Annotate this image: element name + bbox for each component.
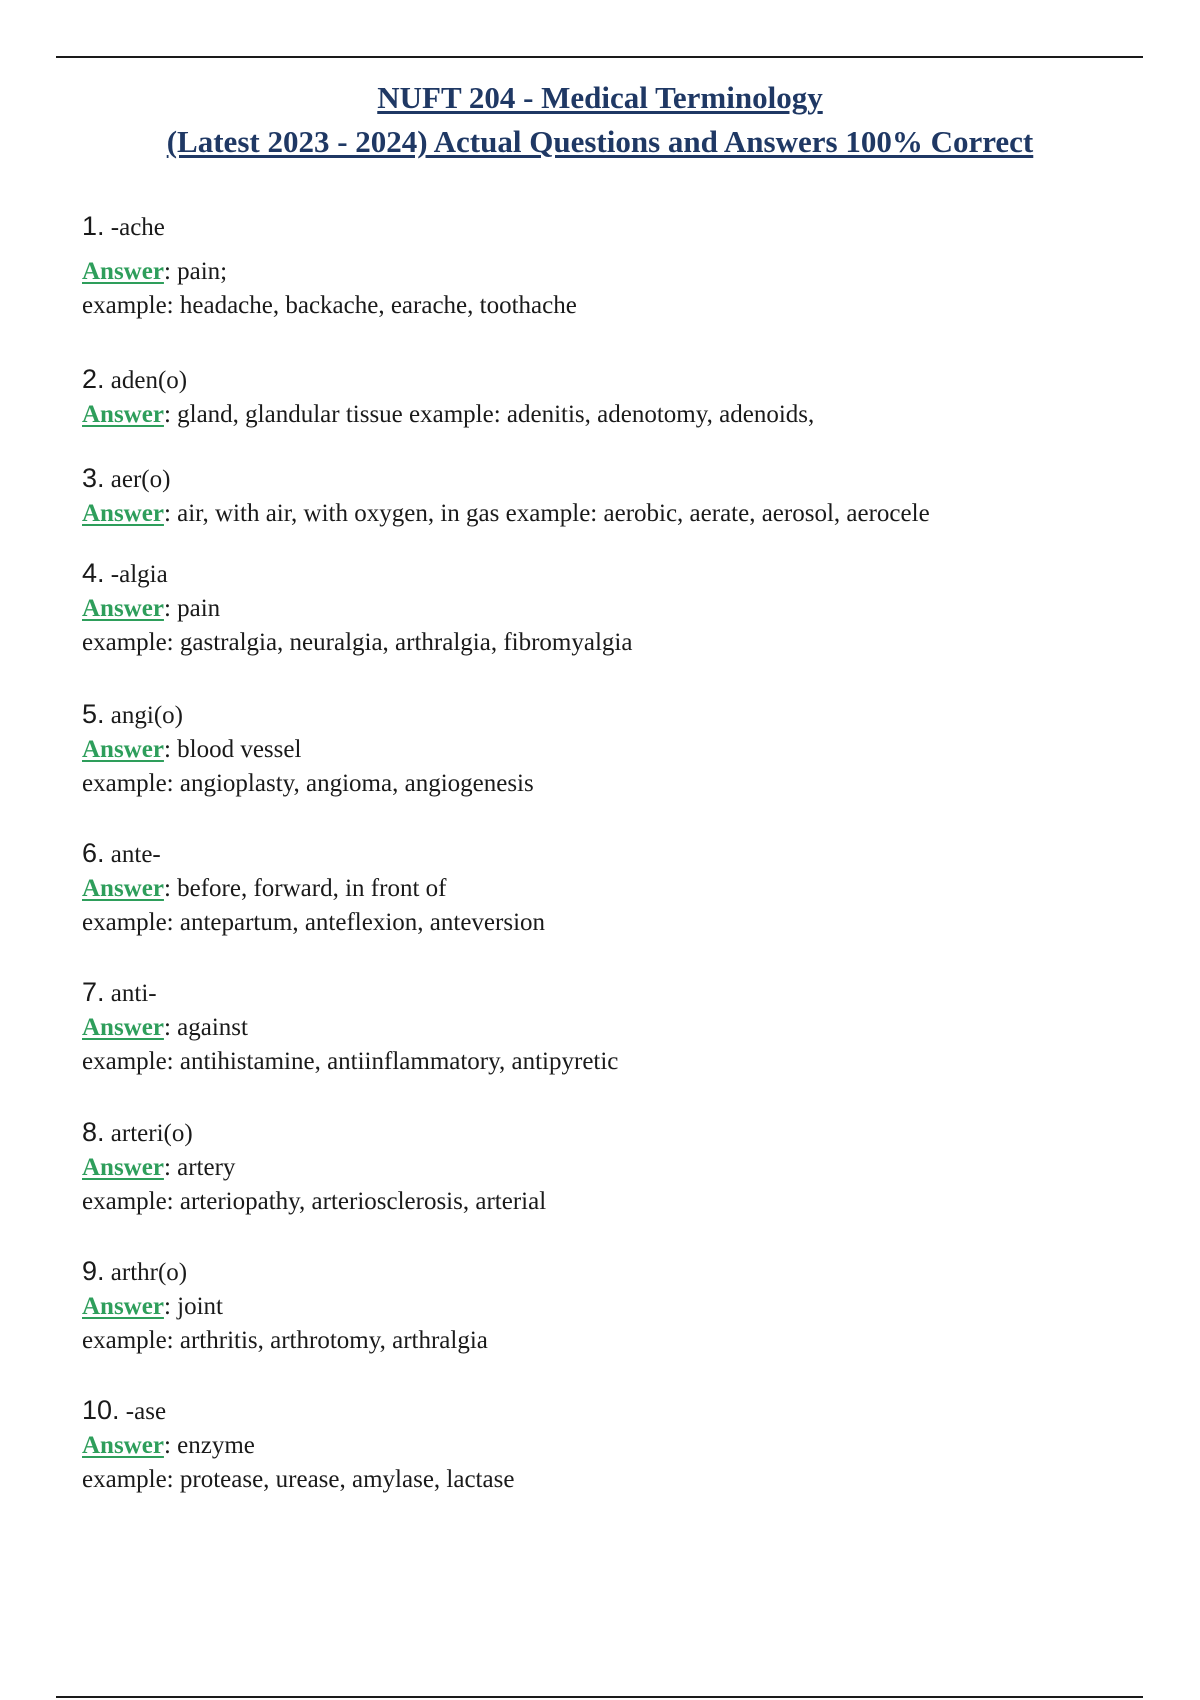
answer-text: : against: [163, 1014, 248, 1041]
question-number: 10.: [82, 1395, 120, 1425]
question-item-2: [82, 362, 1140, 432]
answer-label: Answer: [82, 1432, 164, 1459]
question-item-6: [82, 836, 1140, 940]
answer-text: : gland, glandular tissue example: adenitis, adenotomy, adenoids,: [163, 401, 815, 428]
answer-text: : joint: [163, 1293, 223, 1320]
question-item-3: [82, 461, 1140, 531]
question-term: arthr(o): [110, 1259, 188, 1286]
answer-label: Answer: [82, 595, 164, 622]
answer-text: : enzyme: [163, 1432, 255, 1459]
answer-text: : pain: [163, 595, 221, 622]
example-text: example: arthritis, arthrotomy, arthralgia: [82, 1327, 488, 1354]
answer-text: : before, forward, in front of: [163, 875, 447, 902]
answer-label: Answer: [82, 736, 164, 763]
question-term: arteri(o): [110, 1120, 193, 1147]
question-item-1: [82, 209, 1140, 323]
question-term: -ase: [125, 1398, 167, 1425]
question-number: 2.: [82, 364, 105, 394]
answer-label: Answer: [82, 1293, 164, 1320]
example-text: example: gastralgia, neuralgia, arthralgia, fibromyalgia: [82, 629, 633, 656]
example-text: example: antihistamine, antiinflammatory, antipyretic: [82, 1048, 619, 1075]
question-term: anti-: [110, 980, 157, 1007]
example-text: example: angioplasty, angioma, angiogenesis: [82, 770, 534, 797]
question-item-10: [82, 1393, 1140, 1497]
question-number: 6.: [82, 838, 105, 868]
title-line-2: (Latest 2023 - 2024) Actual Questions and Answers 100% Correct: [166, 124, 1034, 159]
question-item-9: [82, 1254, 1140, 1358]
answer-label: Answer: [82, 875, 164, 902]
question-term: ante-: [110, 841, 161, 868]
answer-text: : artery: [163, 1154, 236, 1181]
question-number: 9.: [82, 1256, 105, 1286]
answer-label: Answer: [82, 1154, 164, 1181]
question-number: 1.: [82, 211, 105, 241]
answer-label: Answer: [82, 500, 164, 527]
top-rule: [56, 56, 1143, 58]
answer-label: Answer: [82, 1014, 164, 1041]
question-number: 5.: [82, 699, 105, 729]
question-item-8: [82, 1115, 1140, 1219]
question-item-5: [82, 697, 1140, 801]
question-number: 7.: [82, 977, 105, 1007]
answer-text: : air, with air, with oxygen, in gas example: aerobic, aerate, aerosol, aerocele: [163, 500, 930, 527]
question-number: 8.: [82, 1117, 105, 1147]
question-term: -algia: [110, 561, 168, 588]
example-text: example: protease, urease, amylase, lactase: [82, 1466, 515, 1493]
question-term: aer(o): [110, 466, 171, 493]
example-text: example: antepartum, anteflexion, anteversion: [82, 909, 546, 936]
document-title: [0, 76, 1200, 164]
question-term: -ache: [110, 214, 165, 241]
example-text: example: arteriopathy, arteriosclerosis, arterial: [82, 1188, 547, 1215]
question-number: 3.: [82, 463, 105, 493]
bottom-rule: [56, 1696, 1143, 1698]
question-item-4: [82, 556, 1140, 660]
question-term: aden(o): [110, 367, 188, 394]
answer-label: Answer: [82, 401, 164, 428]
title-line-1: NUFT 204 - Medical Terminology: [377, 80, 823, 115]
example-text: example: headache, backache, earache, toothache: [82, 292, 577, 319]
question-number: 4.: [82, 558, 105, 588]
answer-label: Answer: [82, 258, 164, 285]
question-term: angi(o): [110, 702, 183, 729]
answer-text: : pain;: [163, 258, 228, 285]
answer-text: : blood vessel: [163, 736, 302, 763]
question-item-7: [82, 975, 1140, 1079]
